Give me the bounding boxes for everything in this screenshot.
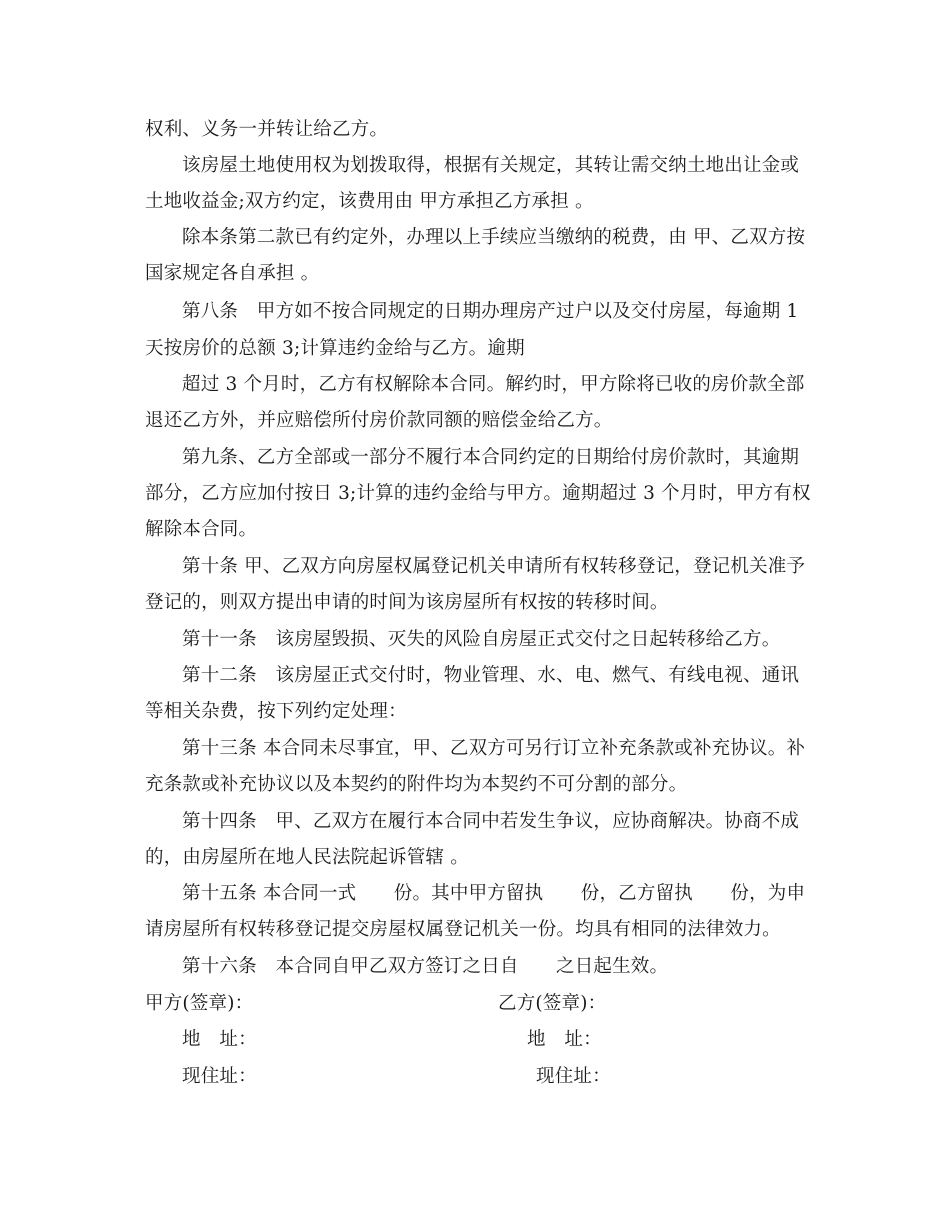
party-a-residence-label: 现住址： — [182, 1066, 257, 1087]
text-line: 解除本合同。 — [145, 519, 258, 540]
text-line: 第九条、乙方全部或一部分不履行本合同约定的日期给付房价款时，其逾期 — [182, 447, 800, 468]
text-line: 第十条 甲、乙双方向房屋权属登记机关申请所有权转移登记，登记机关准予 — [182, 556, 806, 577]
party-b-address-label: 地 址： — [527, 1029, 602, 1050]
text-line: 第八条 甲方如不按合同规定的日期办理房产过户以及交付房屋，每逾期 1 — [182, 301, 799, 322]
text-line: 该房屋土地使用权为划拨取得，根据有关规定，其转让需交纳土地出让金或 — [182, 155, 800, 176]
text-line: 除本条第二款已有约定外，办理以上手续应当缴纳的税费，由 甲、乙双方按 — [182, 227, 806, 248]
party-b-signature-label: 乙方(签章)： — [498, 993, 607, 1014]
text-line: 第十五条 本合同一式 份。其中甲方留执 份，乙方留执 份，为申 — [182, 883, 806, 904]
text-line: 充条款或补充协议以及本契约的附件均为本契约不可分割的部分。 — [145, 774, 688, 795]
text-line: 超过 3 个月时，乙方有权解除本合同。解约时，甲方除将已收的房价款全部 — [182, 374, 805, 395]
text-line: 等相关杂费，按下列约定处理： — [145, 701, 407, 722]
text-line: 请房屋所有权转移登记提交房屋权属登记机关一份。均具有相同的法律效力。 — [145, 919, 781, 940]
text-line: 第十六条 本合同自甲乙双方签订之日自 之日起生效。 — [182, 956, 669, 977]
text-line: 的，由房屋所在地人民法院起诉管辖 。 — [145, 847, 469, 868]
party-b-residence-label: 现住址： — [536, 1066, 611, 1087]
text-line: 第十二条 该房屋正式交付时，物业管理、水、电、燃气、有线电视、通讯 — [182, 665, 800, 686]
text-line: 天按房价的总额 3;计算违约金给与乙方。逾期 — [145, 338, 525, 359]
text-line: 权利、义务一并转让给乙方。 — [145, 119, 389, 140]
party-a-signature-label: 甲方(签章)： — [145, 993, 254, 1014]
text-line: 第十一条 该房屋毁损、灭失的风险自房屋正式交付之日起转移给乙方。 — [182, 629, 781, 650]
text-line: 登记的，则双方提出申请的时间为该房屋所有权按的转移时间。 — [145, 592, 669, 613]
text-line: 退还乙方外，并应赔偿所付房价款同额的赔偿金给乙方。 — [145, 410, 613, 431]
text-line: 国家规定各自承担 。 — [145, 263, 320, 284]
text-line: 土地收益金;双方约定，该费用由 甲方承担乙方承担 。 — [145, 191, 594, 212]
text-line: 部分，乙方应加付按日 3;计算的违约金给与甲方。逾期超过 3 个月时，甲方有权 — [145, 483, 811, 504]
text-line: 第十四条 甲、乙双方在履行本合同中若发生争议，应协商解决。协商不成 — [182, 811, 800, 832]
party-a-address-label: 地 址： — [182, 1029, 257, 1050]
text-line: 第十三条 本合同未尽事宜，甲、乙双方可另行订立补充条款或补充协议。补 — [182, 738, 806, 759]
